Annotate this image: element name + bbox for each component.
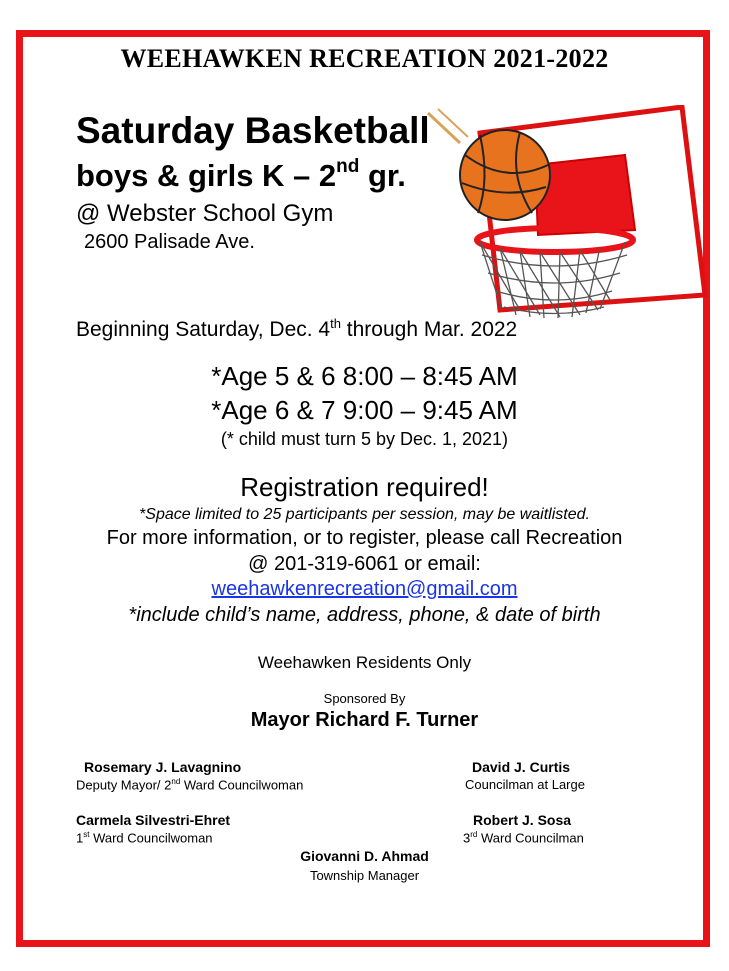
contact-phone: @ 201-319-6061 or email: bbox=[248, 553, 481, 575]
mayor-name: Mayor Richard F. Turner bbox=[250, 709, 479, 731]
contact-info: For more information, or to register, please call Recreation bbox=[106, 527, 623, 549]
session-time: *Age 5 & 6 8:00 – 8:45 AM bbox=[211, 361, 518, 391]
venue-address: 2600 Palisade Ave. bbox=[84, 231, 255, 253]
official-name: Giovanni D. Ahmad bbox=[300, 848, 429, 864]
official-role: Councilman at Large bbox=[465, 777, 585, 792]
sponsored-by-label: Sponsored By bbox=[323, 691, 406, 706]
official-name: David J. Curtis bbox=[472, 759, 571, 775]
official-role: Township Manager bbox=[309, 868, 420, 883]
registration-heading: Registration required! bbox=[240, 472, 489, 502]
official-role: 3rd Ward Councilman bbox=[463, 830, 584, 846]
official-role: Deputy Mayor/ 2nd Ward Councilwoman bbox=[76, 777, 304, 793]
official-role: 1st Ward Councilwoman bbox=[76, 830, 213, 846]
include-note: *include child’s name, address, phone, & date of birth bbox=[128, 604, 601, 626]
official-name: Rosemary J. Lavagnino bbox=[84, 759, 242, 775]
basketball-hoop-icon bbox=[420, 105, 710, 320]
venue: @ Webster School Gym bbox=[76, 200, 334, 227]
official-name: Robert J. Sosa bbox=[473, 812, 572, 828]
header-title: WEEHAWKEN RECREATION 2021-2022 bbox=[120, 44, 609, 73]
season-dates: Beginning Saturday, Dec. 4th through Mar. 2022 bbox=[76, 316, 518, 341]
event-title: Saturday Basketball bbox=[76, 110, 430, 151]
age-note: (* child must turn 5 by Dec. 1, 2021) bbox=[220, 429, 509, 449]
email-link[interactable]: weehawkenrecreation@gmail.com bbox=[211, 578, 518, 600]
session-time: *Age 6 & 7 9:00 – 9:45 AM bbox=[211, 395, 518, 425]
event-subtitle: boys & girls K – 2nd gr. bbox=[76, 155, 406, 193]
residents-note: Weehawken Residents Only bbox=[257, 653, 472, 672]
official-name: Carmela Silvestri-Ehret bbox=[76, 812, 231, 828]
space-note: *Space limited to 25 participants per session, may be waitlisted. bbox=[139, 506, 590, 523]
